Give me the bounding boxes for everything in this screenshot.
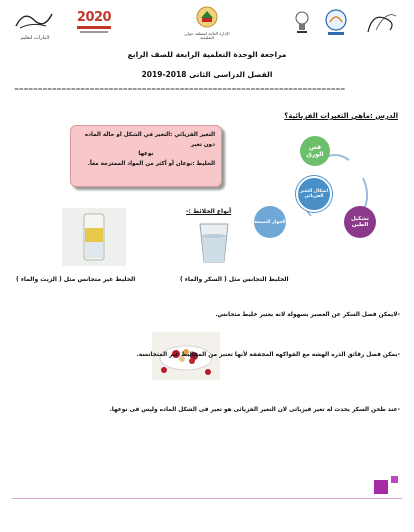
school-logo-icon bbox=[322, 8, 350, 38]
title-line-1: مراجعة الوحدة التعلمية الرابعة للصف الرابع bbox=[127, 50, 287, 59]
heterogeneous-caption: الخليط غير متجانس مثل ( الزيت والماء ) bbox=[16, 276, 136, 283]
badge-2020-text: 2020 bbox=[76, 10, 112, 25]
mixtures-heading: أنواع الخلائط :- bbox=[186, 208, 232, 215]
diagram-left-circle bbox=[344, 206, 376, 238]
water-glass-image bbox=[196, 222, 232, 264]
decor-square-large bbox=[374, 480, 388, 494]
diagram-right-circle bbox=[254, 206, 286, 238]
badge-2020-logo bbox=[74, 10, 114, 40]
statement-2: -يمكن فصل رقائق الذره الهشه مع الفواكهه المجففه لأنها تعتبر من المخاليط غير المتجانسه. bbox=[136, 352, 400, 358]
right-logo-3 bbox=[362, 8, 402, 38]
diagram-top-circle bbox=[300, 136, 330, 166]
swirl-logo-icon bbox=[362, 8, 402, 38]
lamp-icon bbox=[292, 10, 312, 36]
diagram-top-label: قص الورق bbox=[306, 144, 324, 158]
definition-line-2: نوعها bbox=[138, 151, 154, 157]
diagram-center-circle bbox=[296, 176, 332, 212]
emblem-icon bbox=[196, 6, 218, 28]
title-line-2: الفصل الدراسى الثانى 2018-2019 bbox=[141, 70, 273, 79]
ministry-emblem bbox=[177, 6, 237, 46]
decor-square-small bbox=[391, 476, 398, 483]
center-caption: الإدارة العامة لمنطقة حولي التعليمية bbox=[184, 31, 230, 41]
diagram-right-label: الجهاز الشمعة bbox=[254, 219, 286, 225]
definition-line-3: الخليط :نوعان أو أكثر من المواد الممتزجة معاً. bbox=[87, 160, 215, 167]
right-logo-2 bbox=[322, 8, 350, 38]
diagram-left-label: تشكيل الطين bbox=[350, 216, 369, 228]
statement-3: -عند طحن السكر يحدث له تغير فيزيائى لان التغير الفزيائى هو تغير فى الشكل الماده وليس فى نوعها. bbox=[109, 407, 400, 413]
definition-box bbox=[70, 125, 222, 187]
lesson-label: الدرس :ماهي التغيرات الفزيائية؟ bbox=[284, 112, 398, 120]
test-tube-icon bbox=[62, 208, 126, 266]
diagram-center-label: اشكال التغير الفزيائى bbox=[300, 189, 328, 199]
left-logo bbox=[12, 6, 58, 40]
homogeneous-caption: الخليط التجانس مثل ( السكر والماء ) bbox=[180, 276, 289, 283]
decor-line bbox=[12, 498, 402, 499]
statement-1: -لايمكن فصل السكر عن العصير بسهولة لانه يعتبر خليط متجانس. bbox=[215, 312, 400, 318]
definition-line-1: التغير الفزيائي :التغير في الشكل او حالة الماده دون تغير bbox=[84, 132, 215, 148]
oil-water-image bbox=[62, 208, 126, 266]
right-logo-1 bbox=[292, 10, 312, 36]
left-logo-text: لامارات لتعليم bbox=[20, 35, 50, 41]
divider-line: ====================================================================== bbox=[14, 86, 345, 93]
